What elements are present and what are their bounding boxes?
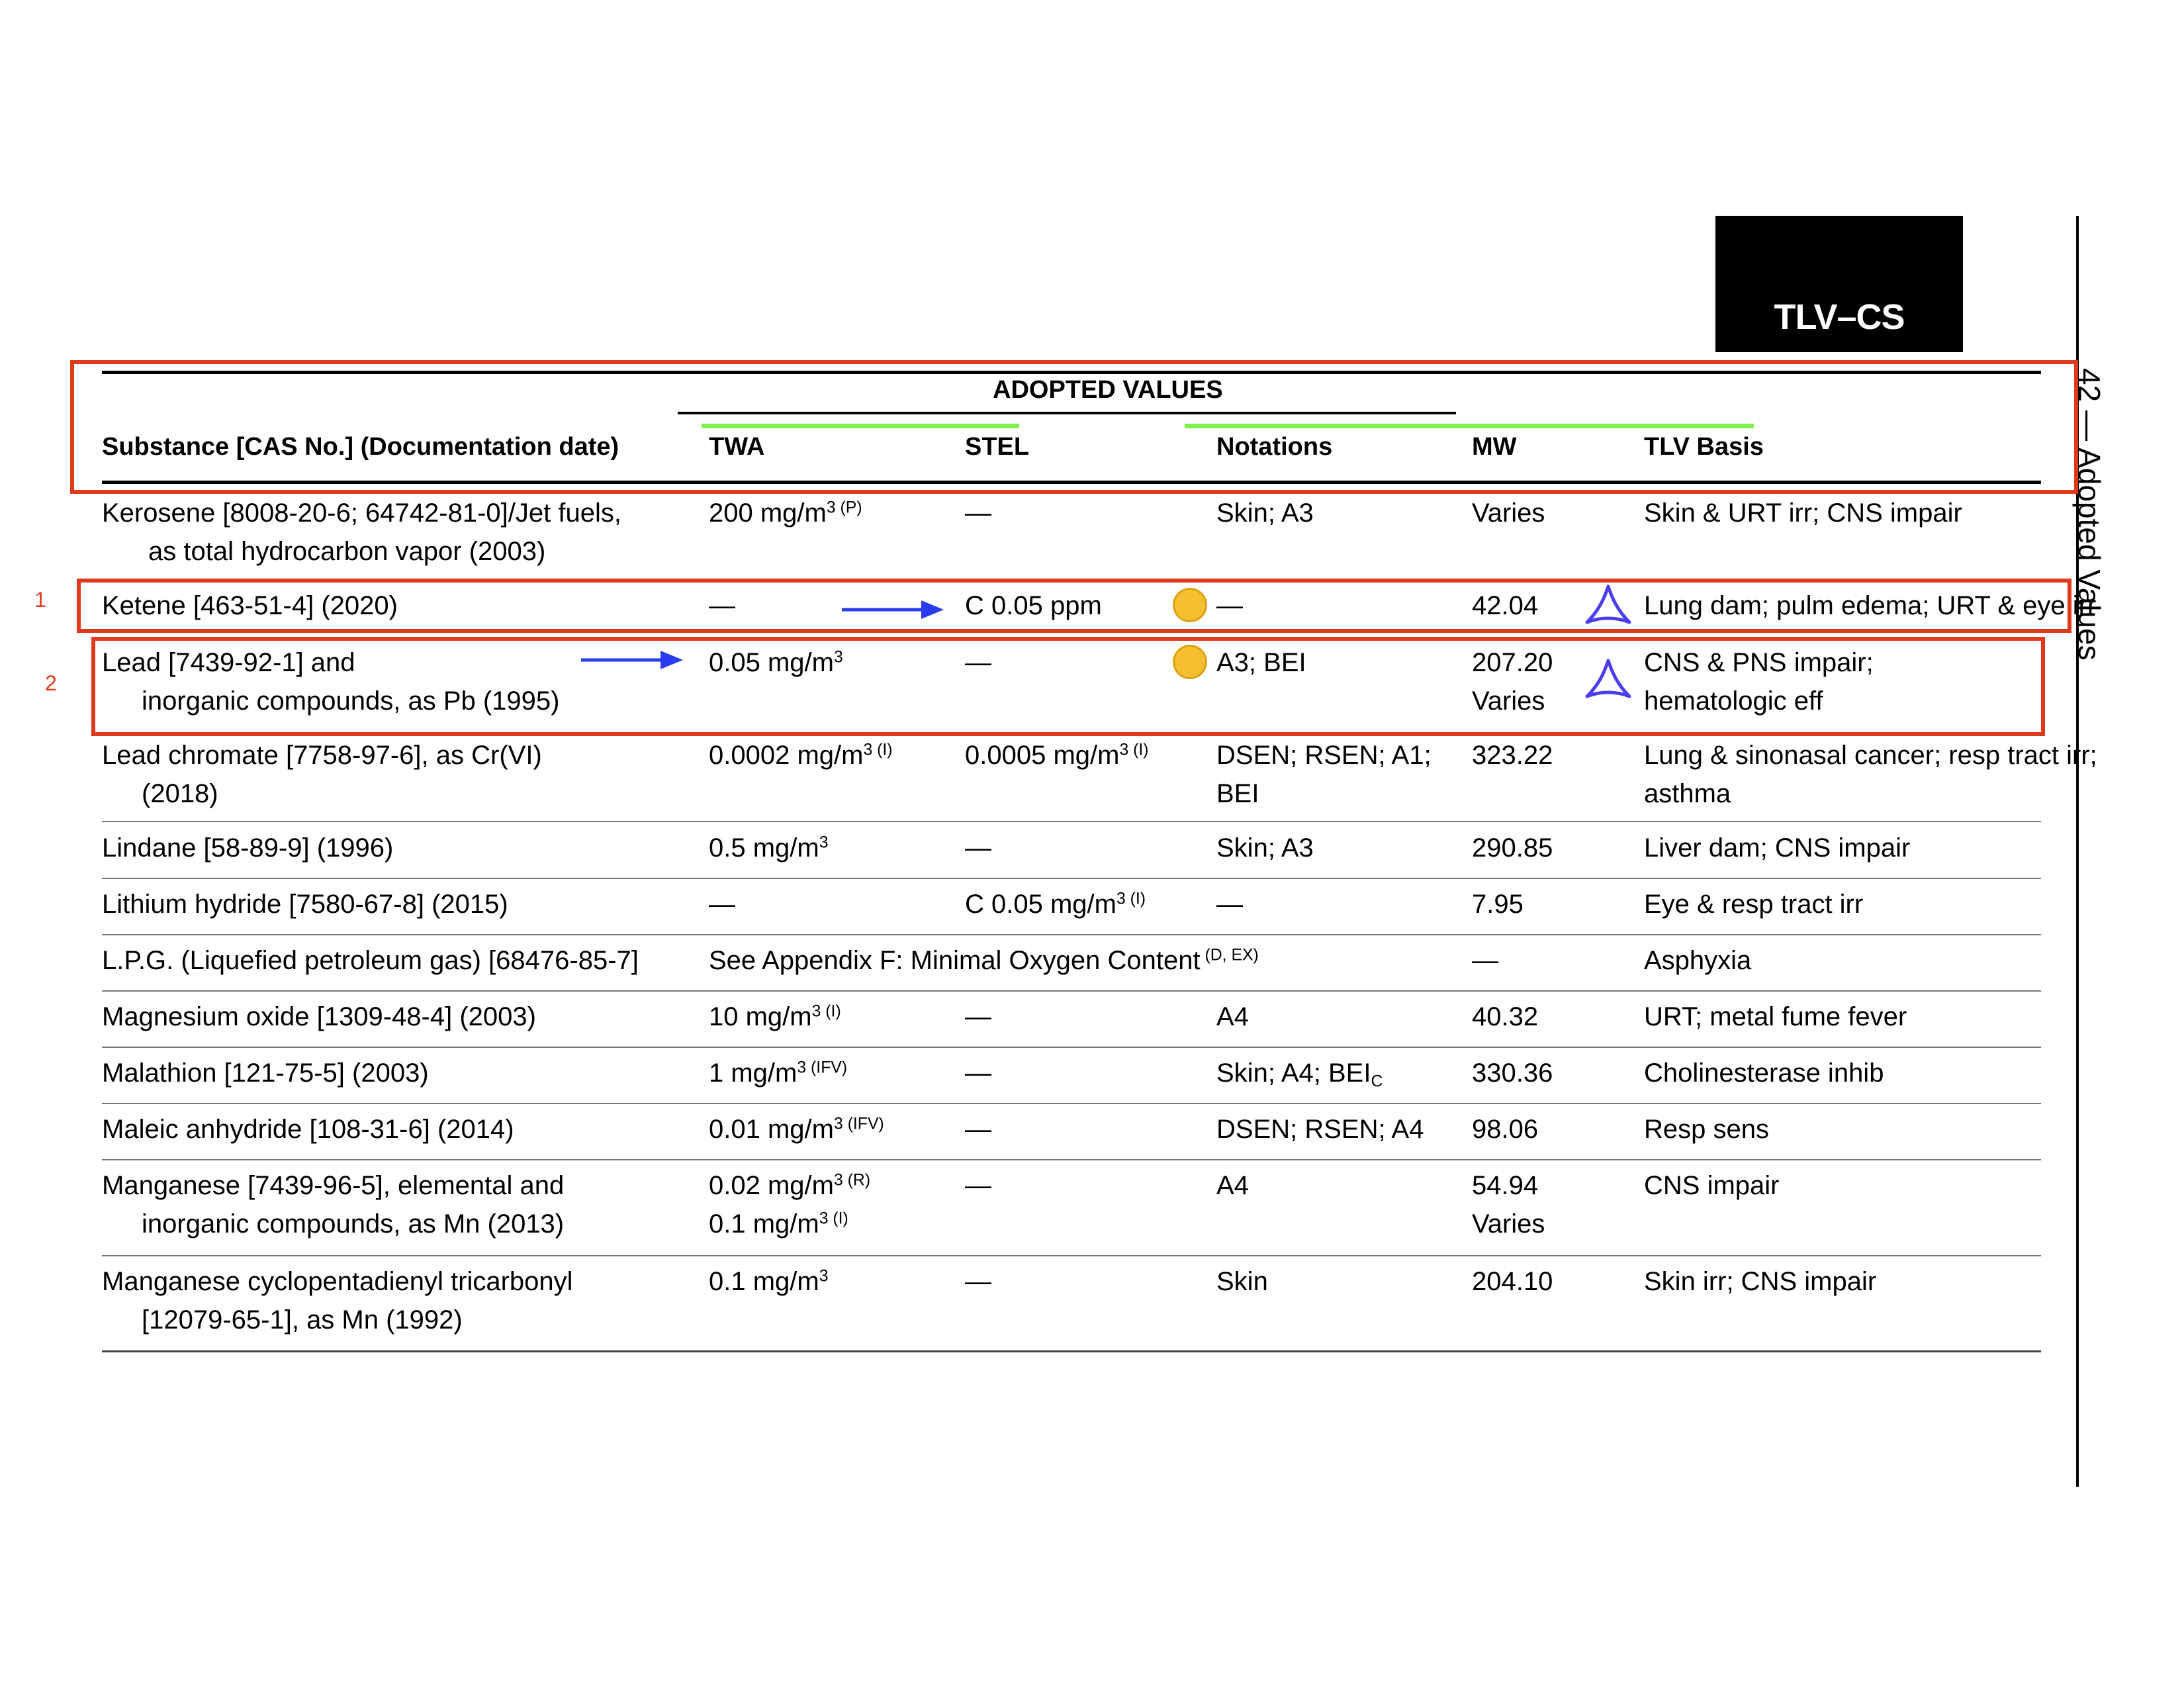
notations-value bbox=[1216, 736, 1432, 774]
arrow-right-icon bbox=[841, 594, 946, 625]
page-side-label: 42 — Adopted Values bbox=[2072, 368, 2107, 661]
twa-footnote: (I) bbox=[821, 1002, 841, 1021]
stel-value bbox=[965, 1166, 991, 1205]
stel-cell bbox=[965, 885, 1146, 923]
row-marker-2: 2 bbox=[45, 671, 57, 695]
notations-cell bbox=[1216, 1110, 1424, 1149]
basis-cell bbox=[1644, 494, 1962, 532]
substance-name: Lead chromate [7758-97-6], as Cr(VI) bbox=[102, 741, 542, 770]
basis-value: Skin irr; CNS impair bbox=[1644, 1267, 1877, 1296]
notations-text: BEI bbox=[1216, 779, 1259, 808]
col-header-basis: TLV Basis bbox=[1644, 433, 1764, 461]
twa-superscript: 3 bbox=[833, 1115, 843, 1133]
notations-cell bbox=[1216, 494, 1314, 532]
twa-footnote: (I) bbox=[828, 1209, 848, 1228]
mw-cell bbox=[1472, 1262, 1553, 1301]
row-separator bbox=[102, 934, 2041, 935]
stel-text: — bbox=[965, 648, 991, 677]
mw-value: 207.20 bbox=[1472, 648, 1553, 677]
section-tab-label: TLV–CS bbox=[1715, 216, 1963, 352]
twa-value bbox=[709, 1110, 884, 1149]
notations-cell bbox=[1216, 1054, 1383, 1092]
mw-cell bbox=[1472, 941, 1498, 980]
basis-value: CNS impair bbox=[1644, 1171, 1780, 1200]
mw-value: Varies bbox=[1472, 498, 1545, 528]
twa-superscript: 3 bbox=[819, 1267, 829, 1286]
mw-value: 54.94 bbox=[1472, 1171, 1539, 1200]
mw-cell bbox=[1472, 1054, 1553, 1092]
notations-text: DSEN; RSEN; A1; bbox=[1216, 741, 1432, 770]
basis-value: Eye & resp tract irr bbox=[1644, 890, 1864, 919]
twa-cell bbox=[709, 1110, 884, 1149]
mw-cell bbox=[1472, 885, 1524, 923]
stel-cell bbox=[965, 1110, 991, 1149]
col-header-stel: STEL bbox=[965, 433, 1030, 461]
basis-cell bbox=[1644, 736, 2097, 813]
basis-value: CNS & PNS impair; bbox=[1644, 648, 1874, 677]
basis-value: Asphyxia bbox=[1644, 946, 1752, 975]
twa-value bbox=[709, 1262, 829, 1301]
substance-continuation: [12079-65-1], as Mn (1992) bbox=[142, 1305, 463, 1335]
twa-value bbox=[709, 829, 829, 867]
row-highlight-box bbox=[77, 579, 2071, 633]
substance-name: Manganese cyclopentadienyl tricarbonyl bbox=[102, 1267, 573, 1296]
stel-cell bbox=[965, 1054, 991, 1092]
twa-cell bbox=[709, 998, 841, 1036]
twa-text: See Appendix F: Minimal Oxygen Content bbox=[709, 946, 1201, 975]
stel-text: — bbox=[965, 1058, 991, 1088]
basis-cell bbox=[1644, 1054, 1884, 1092]
row-separator bbox=[102, 878, 2041, 879]
twa-superscript: 3 bbox=[863, 741, 873, 759]
substance-cell bbox=[102, 1054, 429, 1092]
notations-text: — bbox=[1216, 591, 1243, 620]
row-marker-1: 1 bbox=[34, 588, 46, 612]
twa-cell bbox=[709, 736, 893, 774]
stel-text: — bbox=[965, 833, 991, 863]
twa-superscript: 3 bbox=[797, 1058, 807, 1077]
twa-superscript: 3 bbox=[833, 1171, 843, 1190]
substance-name: Lithium hydride [7580-67-8] (2015) bbox=[102, 890, 508, 919]
substance-name: Ketene [463-51-4] (2020) bbox=[102, 591, 398, 620]
notations-value bbox=[1216, 885, 1243, 923]
twa-value bbox=[709, 885, 735, 923]
twa-value bbox=[709, 941, 1259, 980]
twa-value bbox=[709, 1166, 870, 1205]
basis-value: Lung dam; pulm edema; URT & eye irr bbox=[1644, 591, 2097, 620]
substance-cell bbox=[102, 494, 621, 571]
mw-cell bbox=[1472, 736, 1553, 774]
notations-value bbox=[1216, 494, 1314, 532]
notations-cell bbox=[1216, 1262, 1268, 1301]
twa-footnote: (P) bbox=[835, 498, 862, 517]
substance-cell bbox=[102, 736, 542, 813]
col-header-mw: MW bbox=[1472, 433, 1517, 461]
stel-value bbox=[965, 1262, 991, 1301]
stel-cell bbox=[965, 494, 991, 532]
row-separator bbox=[102, 1103, 2041, 1104]
twa-cell bbox=[709, 941, 1259, 980]
substance-cell bbox=[102, 829, 393, 867]
arrow-right-icon bbox=[580, 645, 686, 675]
stel-cell bbox=[965, 998, 991, 1036]
twa-footnote: (R) bbox=[842, 1171, 871, 1190]
triangle-icon bbox=[1583, 658, 1633, 700]
notations-text: A4 bbox=[1216, 1171, 1249, 1200]
notations-text: DSEN; RSEN; A4 bbox=[1216, 1115, 1424, 1144]
notations-text: Skin; A3 bbox=[1216, 833, 1314, 863]
row-separator bbox=[102, 1255, 2041, 1256]
mw-value: Varies bbox=[1472, 686, 1545, 716]
stel-value bbox=[965, 1110, 991, 1149]
stel-value bbox=[965, 1054, 991, 1092]
twa-value bbox=[709, 736, 893, 774]
basis-cell bbox=[1644, 1166, 1779, 1205]
stel-footnote: (I) bbox=[1125, 890, 1146, 908]
notations-cell bbox=[1216, 829, 1314, 867]
adopted-values-title: ADOPTED VALUES bbox=[993, 376, 1223, 404]
notations-value bbox=[1216, 829, 1314, 867]
notations-value bbox=[1216, 1054, 1383, 1092]
twa-text: 200 mg/m bbox=[709, 498, 827, 528]
yellow-dot-icon bbox=[1173, 588, 1207, 622]
stel-text: — bbox=[965, 498, 991, 528]
twa-superscript: 3 bbox=[833, 648, 843, 667]
twa-text: 0.05 mg/m bbox=[709, 648, 834, 677]
basis-value: URT; metal fume fever bbox=[1644, 1002, 1907, 1031]
notations-text: Skin; A3 bbox=[1216, 498, 1314, 528]
row-separator bbox=[102, 1350, 2041, 1352]
twa-cell bbox=[709, 494, 862, 532]
mw-cell bbox=[1472, 998, 1538, 1036]
substance-continuation: (2018) bbox=[142, 779, 218, 808]
twa-value bbox=[709, 1205, 870, 1243]
col-header-notations: Notations bbox=[1216, 433, 1333, 461]
mw-value: Varies bbox=[1472, 1209, 1545, 1239]
basis-cell bbox=[1644, 885, 1863, 923]
notations-cell bbox=[1216, 1166, 1249, 1205]
notations-cell bbox=[1216, 885, 1243, 923]
notations-text: — bbox=[1216, 890, 1243, 919]
stel-text: — bbox=[965, 1171, 991, 1200]
stel-text: C 0.05 ppm bbox=[965, 591, 1102, 620]
mw-value: 204.10 bbox=[1472, 1267, 1553, 1296]
twa-text: — bbox=[709, 890, 735, 919]
stel-text: — bbox=[965, 1267, 991, 1296]
notations-cell bbox=[1216, 998, 1249, 1036]
notations-subscript: C bbox=[1371, 1072, 1383, 1091]
stel-text: C 0.05 mg/m bbox=[965, 890, 1116, 919]
substance-cell bbox=[102, 998, 536, 1036]
substance-name: Malathion [121-75-5] (2003) bbox=[102, 1058, 429, 1088]
twa-footnote: (IFV) bbox=[806, 1058, 848, 1077]
twa-text: 0.1 mg/m bbox=[709, 1209, 819, 1239]
substance-name: L.P.G. (Liquefied petroleum gas) [68476-85-7] bbox=[102, 946, 639, 975]
twa-cell bbox=[709, 1054, 847, 1092]
triangle-icon bbox=[1583, 584, 1633, 626]
basis-value: Cholinesterase inhib bbox=[1644, 1058, 1884, 1088]
stel-value bbox=[965, 998, 991, 1036]
stel-text: 0.0005 mg/m bbox=[965, 741, 1120, 770]
substance-name: Lindane [58-89-9] (1996) bbox=[102, 833, 394, 863]
substance-name: Maleic anhydride [108-31-6] (2014) bbox=[102, 1115, 514, 1144]
basis-cell bbox=[1644, 941, 1751, 980]
twa-superscript: 3 bbox=[811, 1002, 821, 1021]
twa-text: 0.01 mg/m bbox=[709, 1115, 834, 1144]
header-highlight-box bbox=[70, 360, 2078, 494]
stel-cell bbox=[965, 829, 991, 867]
mw-value: 98.06 bbox=[1472, 1115, 1539, 1144]
notations-value bbox=[1216, 1262, 1268, 1301]
twa-value bbox=[709, 494, 862, 532]
mw-value: 323.22 bbox=[1472, 741, 1553, 770]
twa-superscript: 3 bbox=[819, 1209, 829, 1228]
twa-text: 0.5 mg/m bbox=[709, 833, 819, 863]
substance-cell bbox=[102, 941, 639, 980]
twa-text: 0.02 mg/m bbox=[709, 1171, 834, 1200]
twa-superscript: 3 bbox=[819, 833, 829, 852]
stel-text: — bbox=[965, 1002, 991, 1031]
twa-text: 10 mg/m bbox=[709, 1002, 812, 1031]
twa-footnote: (I) bbox=[872, 741, 893, 759]
twa-footnote: (IFV) bbox=[842, 1115, 884, 1133]
stel-footnote: (I) bbox=[1128, 741, 1149, 759]
notations-value bbox=[1216, 998, 1249, 1036]
mw-cell bbox=[1472, 1166, 1545, 1243]
twa-text: 0.1 mg/m bbox=[709, 1267, 819, 1296]
substance-name: Manganese [7439-96-5], elemental and bbox=[102, 1171, 565, 1200]
twa-value bbox=[709, 998, 841, 1036]
basis-cell bbox=[1644, 829, 1910, 867]
basis-value: Liver dam; CNS impair bbox=[1644, 833, 1911, 863]
twa-superscript: 3 bbox=[826, 498, 836, 517]
twa-value bbox=[709, 1054, 847, 1092]
twa-cell bbox=[709, 885, 735, 923]
basis-cell bbox=[1644, 1110, 1769, 1149]
basis-value: Resp sens bbox=[1644, 1115, 1769, 1144]
yellow-dot-icon bbox=[1173, 645, 1207, 679]
notations-value bbox=[1216, 1166, 1249, 1205]
row-highlight-box bbox=[91, 637, 2045, 736]
substance-cell bbox=[102, 1166, 564, 1243]
col-header-twa: TWA bbox=[709, 433, 765, 461]
substance-cell bbox=[102, 885, 508, 923]
row-separator bbox=[102, 821, 2041, 822]
substance-name: Magnesium oxide [1309-48-4] (2003) bbox=[102, 1002, 536, 1031]
mw-value: 290.85 bbox=[1472, 833, 1553, 863]
stel-superscript: 3 bbox=[1119, 741, 1129, 759]
twa-cell bbox=[709, 829, 829, 867]
twa-footnote: (D, EX) bbox=[1200, 946, 1259, 964]
stel-cell bbox=[965, 1166, 991, 1205]
mw-value: 330.36 bbox=[1472, 1058, 1553, 1088]
twa-text: 0.0002 mg/m bbox=[709, 741, 864, 770]
mw-value: — bbox=[1472, 946, 1498, 975]
basis-cell bbox=[1644, 1262, 1876, 1301]
substance-name: Lead [7439-92-1] and bbox=[102, 648, 355, 677]
substance-cell bbox=[102, 1110, 514, 1149]
notations-cell bbox=[1216, 736, 1432, 813]
notations-text: A3; BEI bbox=[1216, 648, 1306, 677]
stel-cell bbox=[965, 1262, 991, 1301]
twa-text: — bbox=[709, 591, 735, 620]
substance-cell bbox=[102, 1262, 573, 1339]
substance-name: Kerosene [8008-20-6; 64742-81-0]/Jet fuels, bbox=[102, 498, 621, 528]
stel-value bbox=[965, 736, 1149, 774]
substance-continuation: inorganic compounds, as Pb (1995) bbox=[142, 686, 560, 716]
stel-value bbox=[965, 829, 991, 867]
row-separator bbox=[102, 1047, 2041, 1048]
basis-cell bbox=[1644, 998, 1907, 1036]
twa-text: 1 mg/m bbox=[709, 1058, 797, 1088]
col-header-substance: Substance [CAS No.] (Documentation date) bbox=[102, 433, 619, 461]
twa-cell bbox=[709, 1262, 829, 1301]
row-separator bbox=[102, 1159, 2041, 1160]
stel-cell bbox=[965, 736, 1149, 774]
notations-text: Skin bbox=[1216, 1267, 1268, 1296]
notations-text: Skin; A4; BEI bbox=[1216, 1058, 1371, 1088]
stel-value bbox=[965, 494, 991, 532]
stel-superscript: 3 bbox=[1116, 890, 1126, 908]
mw-value: 42.04 bbox=[1472, 591, 1539, 620]
mw-cell bbox=[1472, 829, 1553, 867]
notations-text: A4 bbox=[1216, 1002, 1249, 1031]
stel-text: — bbox=[965, 1115, 991, 1144]
notations-value bbox=[1216, 774, 1432, 813]
substance-continuation: as total hydrocarbon vapor (2003) bbox=[148, 537, 546, 566]
twa-cell bbox=[709, 1166, 870, 1243]
stel-value bbox=[965, 885, 1146, 923]
mw-cell bbox=[1472, 494, 1545, 532]
substance-continuation: inorganic compounds, as Mn (2013) bbox=[142, 1209, 565, 1239]
basis-value: asthma bbox=[1644, 779, 1731, 808]
basis-value: Lung & sinonasal cancer; resp tract irr; bbox=[1644, 741, 2097, 770]
mw-value: 40.32 bbox=[1472, 1002, 1539, 1031]
basis-value: Skin & URT irr; CNS impair bbox=[1644, 498, 1962, 528]
basis-value: hematologic eff bbox=[1644, 686, 1823, 716]
mw-value: 7.95 bbox=[1472, 890, 1524, 919]
mw-cell bbox=[1472, 1110, 1538, 1149]
row-separator bbox=[102, 990, 2041, 992]
notations-value bbox=[1216, 1110, 1424, 1149]
